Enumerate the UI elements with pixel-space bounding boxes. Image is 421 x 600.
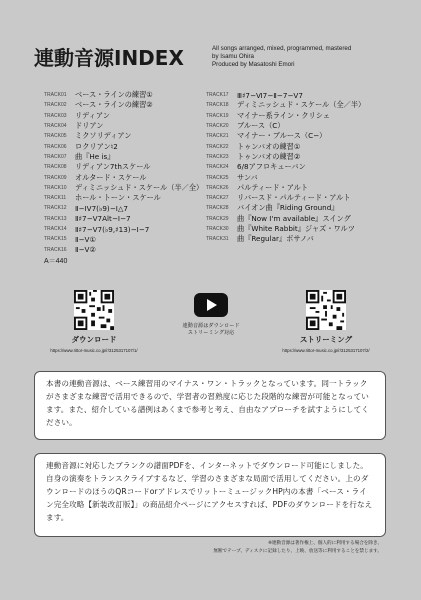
track-row xyxy=(44,214,206,224)
track-row xyxy=(206,162,386,172)
track-number: TRACK01 xyxy=(44,92,67,99)
track-name: バイオン曲『Riding Ground』 xyxy=(237,203,339,213)
track-row xyxy=(44,203,206,213)
track-number: TRACK23 xyxy=(206,153,229,160)
track-row xyxy=(44,121,206,131)
track-number: TRACK25 xyxy=(206,174,229,181)
track-row xyxy=(206,183,386,193)
streaming-url-link[interactable]: https://www.rittor-music.co.jp/r/3125317107/2/ xyxy=(282,348,370,353)
track-row xyxy=(44,152,206,162)
credits-line: by Isamu Ohira xyxy=(212,53,254,60)
track-number: TRACK24 xyxy=(206,164,229,171)
track-number: TRACK06 xyxy=(44,143,67,150)
track-name: ドリアン xyxy=(75,121,104,131)
track-row xyxy=(44,100,206,110)
track-row xyxy=(44,162,206,172)
track-number: TRACK22 xyxy=(206,143,229,150)
footnote-line: 無断でテープ、ディスクに記録したり、上映、放送等に利用することを禁じます。 xyxy=(213,549,382,554)
track-name: 曲『Regular』ボサノバ xyxy=(237,234,314,244)
track-row xyxy=(44,141,206,151)
track-number: TRACK03 xyxy=(44,112,67,119)
track-row xyxy=(206,234,386,244)
footnote-line: ※連動音源は著作権上、個人的に利用する場合を除き、 xyxy=(268,541,382,546)
track-list-right xyxy=(206,90,386,244)
track-name: 曲『Now I'm available』スイング xyxy=(237,213,351,223)
info-text: 本書の連動音源は、ベース練習用のマイナス・ワン・トラックとなっています。同一トラックがさまざまな練習で活用できるので、学習者の習熟度に応じた段階的な練習が可能となっています。また、紹介している譜例はあくまで参考と考え、自由なアプローチを試すようにしてください。 xyxy=(46,379,369,427)
download-url-link[interactable]: https://www.rittor-music.co.jp/r/3125317107/1/ xyxy=(50,348,138,353)
track-name: Ⅱ♯7−Ⅴ7(♭9,♯13)−Ⅰ−7 xyxy=(75,224,150,234)
download-qr-icon[interactable] xyxy=(74,290,114,330)
track-name: ディミニッシュド・スケール（全／半） xyxy=(237,100,366,110)
track-row xyxy=(44,183,206,193)
track-row xyxy=(206,100,386,110)
track-number: TRACK30 xyxy=(206,226,229,232)
track-row xyxy=(44,90,206,100)
track-row xyxy=(44,131,206,141)
track-number: TRACK28 xyxy=(206,205,229,212)
track-number: TRACK18 xyxy=(206,102,229,109)
header xyxy=(34,42,394,78)
track-name: ベース・ラインの練習② xyxy=(75,100,153,110)
track-number: TRACK09 xyxy=(44,174,67,181)
track-number: TRACK02 xyxy=(44,102,67,109)
track-number: TRACK11 xyxy=(44,195,67,202)
track-name: ホール・トーン・スケール xyxy=(75,193,161,203)
track-name: Ⅱ−ⅠⅤ7(♭9)−Ⅰ△7 xyxy=(75,203,128,213)
track-number: TRACK20 xyxy=(206,123,229,130)
download-block[interactable] xyxy=(44,290,144,353)
track-name: Ⅱ♯7−Ⅴ7Alt−Ⅰ−7 xyxy=(75,214,131,224)
track-row xyxy=(206,203,386,213)
info-box-pdf xyxy=(34,453,386,537)
track-row xyxy=(206,121,386,131)
track-row xyxy=(44,224,206,234)
track-name: サンバ xyxy=(237,172,258,182)
play-block xyxy=(173,293,249,337)
page-title: 連動音源INDEX xyxy=(34,46,184,70)
track-name: パルティード・アルト xyxy=(237,182,309,192)
track-name: マイナー系ライン・クリシェ xyxy=(237,110,330,120)
track-number: TRACK10 xyxy=(44,184,67,191)
track-number: TRACK08 xyxy=(44,164,67,171)
track-number: TRACK17 xyxy=(206,92,229,99)
track-row xyxy=(206,131,386,141)
credits xyxy=(212,45,402,69)
track-number: TRACK04 xyxy=(44,123,67,130)
track-number: TRACK21 xyxy=(206,133,229,140)
track-name: オルタード・スケール xyxy=(75,172,147,182)
track-row xyxy=(206,111,386,121)
track-name: リバースド・パルティード・アルト xyxy=(237,193,351,203)
track-row xyxy=(206,224,386,234)
track-number: TRACK07 xyxy=(44,153,67,160)
credits-line: All songs arranged, mixed, programmed, mastered xyxy=(212,45,352,52)
track-name: リディアン xyxy=(75,110,110,120)
track-name: ブルース（C） xyxy=(237,121,285,131)
credits-line: Produced by Masatoshi Emori xyxy=(212,61,295,68)
track-name: トゥンバオの練習① xyxy=(237,141,301,151)
play-caption-line: 連動音源はダウンロード xyxy=(182,323,240,329)
track-list-left xyxy=(44,90,206,255)
streaming-block[interactable] xyxy=(266,290,386,353)
track-row xyxy=(206,193,386,203)
track-name: 曲『He is』 xyxy=(75,151,115,161)
track-number: TRACK15 xyxy=(44,236,67,243)
track-number: TRACK27 xyxy=(206,195,229,202)
track-row xyxy=(44,244,206,254)
track-name: 6/8アフロキューバン xyxy=(237,162,306,172)
play-caption-line: ストリーミング対応 xyxy=(187,330,235,336)
track-row xyxy=(44,172,206,182)
track-number: TRACK14 xyxy=(44,226,67,232)
play-caption xyxy=(173,323,249,337)
info-text: 連動音源に対応したブランクの譜面PDFを、インターネットでダウンロード可能にしました。自身の演奏をトランスクライブするなど、学習のさまざまな局面で活用してください。上のダウンロードのほうのQRコードorアドレスでリットーミュージックHP内の本書「ベース・ライン完全攻略【新装改訂版】」の商品紹介ページにアクセスすれば、PDFのダウンロードを行なえます。 xyxy=(46,461,373,522)
track-name: 曲『White Rabbit』ジャズ・ワルツ xyxy=(237,224,355,233)
info-box-minus-one xyxy=(34,371,386,440)
copyright-footnote xyxy=(198,540,382,556)
track-name: ディミニッシュド・スケール（半／全） xyxy=(75,182,204,192)
track-row xyxy=(206,141,386,151)
track-row xyxy=(206,90,386,100)
track-number: TRACK19 xyxy=(206,112,229,119)
streaming-label: ストリーミング xyxy=(299,335,353,344)
track-name: ベース・ラインの練習① xyxy=(75,90,153,100)
track-row xyxy=(206,214,386,224)
track-number: TRACK29 xyxy=(206,215,229,222)
track-name: トゥンバオの練習② xyxy=(237,151,301,161)
download-label: ダウンロード xyxy=(71,335,117,344)
track-name: Ⅲ♯7−Ⅵ7−Ⅱ−7−Ⅴ7 xyxy=(237,90,303,100)
track-name: マイナー・ブルース（C−） xyxy=(237,131,327,141)
track-name: Ⅱ−Ⅴ① xyxy=(75,234,96,244)
track-number: TRACK16 xyxy=(44,246,67,253)
track-row xyxy=(44,234,206,244)
track-number: TRACK31 xyxy=(206,236,229,243)
streaming-qr-icon[interactable] xyxy=(306,290,346,330)
track-number: TRACK05 xyxy=(44,133,67,140)
track-row xyxy=(206,172,386,182)
track-row xyxy=(206,152,386,162)
track-row xyxy=(44,111,206,121)
track-number: TRACK26 xyxy=(206,184,229,191)
track-name: ミクソリディアン xyxy=(75,131,132,141)
track-name: リディアン7thスケール xyxy=(75,162,151,172)
track-number: TRACK12 xyxy=(44,205,67,212)
track-number: TRACK13 xyxy=(44,215,67,222)
track-name: ロクリアン♮2 xyxy=(75,141,118,151)
track-row xyxy=(44,193,206,203)
track-name: Ⅱ−Ⅴ② xyxy=(75,245,96,255)
pitch-reference: A＝440 xyxy=(44,258,68,265)
play-icon xyxy=(194,293,228,317)
